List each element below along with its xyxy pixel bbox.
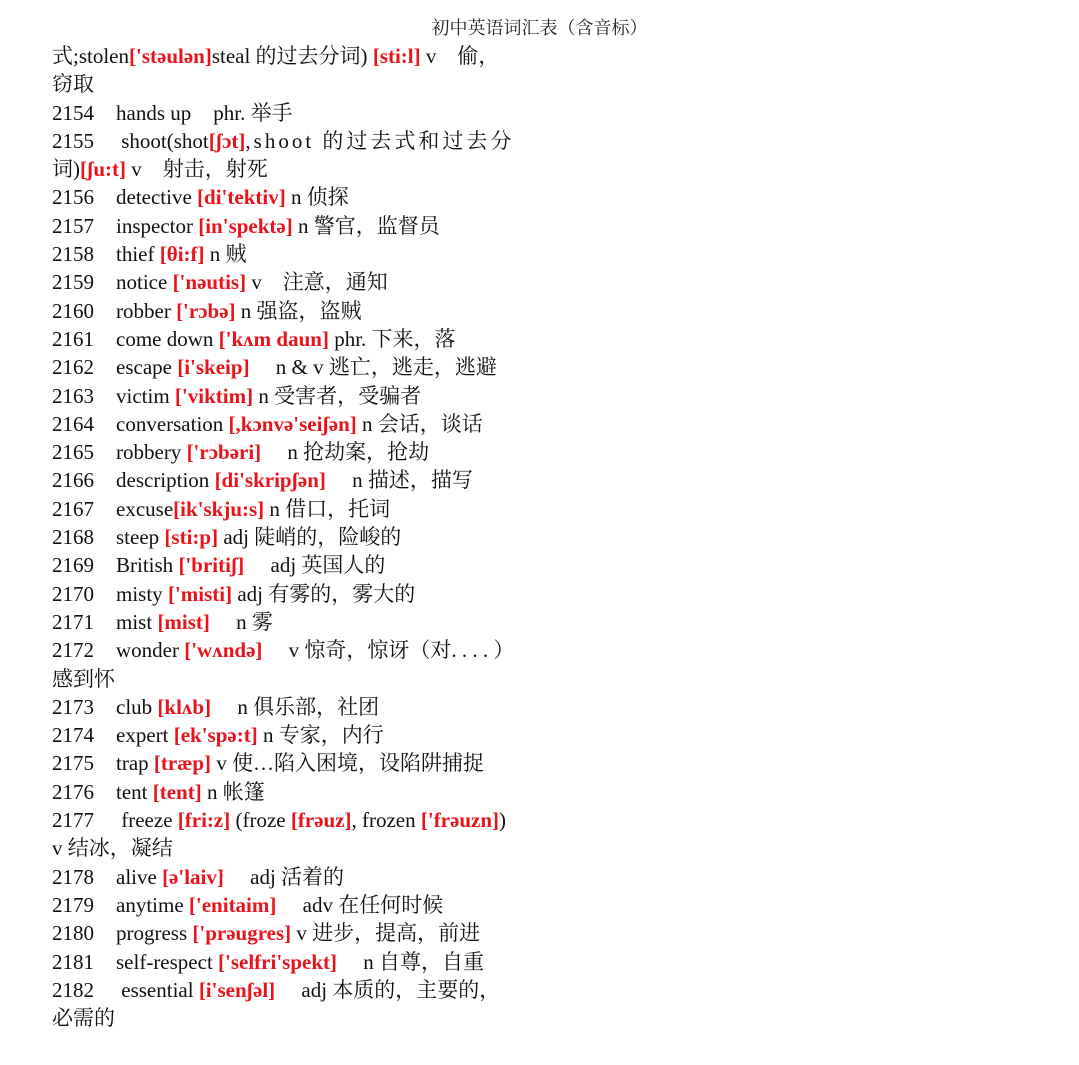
phonetic: ['enitaim] — [188, 892, 277, 917]
entry-2165 — [52, 438, 522, 466]
entry-number: 2168 — [52, 525, 94, 550]
entry-definition: v 惊奇，惊讶（对. . . . ） — [267, 638, 515, 663]
phonetic: ['prəugres] — [192, 921, 292, 946]
entry-2154 — [52, 99, 522, 127]
phonetic: [di'tektiv] — [197, 185, 286, 210]
entry-definition: phr. 下来，落 — [334, 326, 456, 351]
entry-number: 2161 — [52, 326, 94, 351]
phonetic: ['britiʃ] — [178, 553, 245, 578]
entry-definition: n 会话，谈话 — [362, 411, 483, 436]
phonetic: [træp] — [153, 751, 212, 776]
entry-definition: phr. 举手 — [213, 100, 293, 125]
phonetic: [,kɔnvə'seiʃən] — [228, 411, 357, 436]
entry-definition: n 描述，描写 — [331, 468, 473, 493]
continuation-line: 式;stolen['stəulən]steal 的过去分词) [sti:l] v 偷， — [52, 44, 500, 68]
entry-word: essential — [121, 977, 194, 1002]
entry-2158 — [52, 240, 522, 268]
phonetic: ['nəutis] — [172, 270, 247, 295]
entry-definition: n 帐篷 — [206, 779, 265, 804]
entry-definition: n 借口，托词 — [269, 496, 391, 521]
entry-definition: n 抢劫案，抢劫 — [266, 440, 430, 465]
entry-number: 2163 — [52, 383, 94, 408]
entry-definition: n 专家，内行 — [262, 723, 384, 748]
entry-2159 — [52, 268, 522, 296]
entry-2168 — [52, 523, 522, 551]
entry-number: 2158 — [52, 242, 94, 267]
entry-word: tent — [116, 779, 148, 804]
phonetic: ['rɔbə] — [176, 298, 236, 323]
entry-number: 2157 — [52, 213, 94, 238]
entry-2179 — [52, 891, 522, 919]
entry-word: expert — [116, 723, 169, 748]
entry-word: shoot(shot — [121, 128, 209, 153]
entry-definition: adj 本质的，主要的， — [280, 977, 501, 1002]
entry-word: detective — [116, 185, 192, 210]
phonetic: [ik'skju:s] — [173, 496, 265, 521]
entry-2173 — [52, 693, 522, 721]
entry-word: club — [116, 694, 153, 719]
phonetic: [ek'spə:t] — [173, 723, 258, 748]
entry-word: escape — [116, 355, 172, 380]
phonetic: [mist] — [157, 609, 210, 634]
entry-number: 2179 — [52, 892, 94, 917]
entry-2167 — [52, 495, 522, 523]
entry-2157 — [52, 212, 522, 240]
entry-word: robber — [116, 298, 171, 323]
entry-definition: adj 活着的 — [229, 864, 345, 889]
phonetic: [di'skripʃən] — [214, 468, 326, 493]
entry-wrap-line: 词)[ʃu:t] v 射击，射死 — [52, 157, 268, 182]
entry-word: misty — [116, 581, 163, 606]
entry-word: wonder — [116, 638, 179, 663]
phonetic: [sti:l] — [372, 44, 421, 68]
entry-number: 2164 — [52, 411, 94, 436]
entry-definition: ,shoot 的过去式和过去分 — [245, 128, 515, 153]
entry-2160 — [52, 297, 522, 325]
entry-number: 2172 — [52, 638, 94, 663]
entry-2164 — [52, 410, 522, 438]
phonetic: [ə'laiv] — [162, 864, 224, 889]
entry-word: steep — [116, 525, 160, 550]
entry-word: mist — [116, 609, 153, 634]
entry-word: alive — [116, 864, 157, 889]
entry-word: anytime — [116, 892, 184, 917]
phonetic: [in'spektə] — [198, 213, 293, 238]
entry-2161 — [52, 325, 522, 353]
phonetic: [tent] — [152, 779, 202, 804]
entry-2181 — [52, 948, 522, 976]
entry-word: British — [116, 553, 174, 578]
entry-word: excuse — [116, 496, 174, 521]
entry-word: notice — [116, 270, 168, 295]
entry-definition: adv 在任何时候 — [281, 892, 444, 917]
entry-number: 2154 — [52, 100, 94, 125]
entry-number: 2177 — [52, 808, 94, 833]
entry-number: 2160 — [52, 298, 94, 323]
entry-2162 — [52, 353, 522, 381]
entry-2156 — [52, 183, 522, 211]
entry-number: 2170 — [52, 581, 94, 606]
entry-word: trap — [116, 751, 149, 776]
entry-number: 2159 — [52, 270, 94, 295]
entry-2175 — [52, 749, 522, 777]
phonetic: ['selfri'spekt] — [218, 949, 338, 974]
entry-wrap-line: 感到怀 — [52, 666, 115, 691]
phonetic: ['viktim] — [174, 383, 254, 408]
phonetic: ['rɔbəri] — [186, 440, 262, 465]
phonetic: ['wʌndə] — [184, 638, 263, 663]
continuation-line: 窃取 — [52, 72, 94, 97]
entry-definition: v 注意，通知 — [251, 270, 388, 295]
entry-definition: n 贼 — [209, 242, 247, 267]
phonetic: [klʌb] — [157, 694, 212, 719]
entry-2169 — [52, 551, 522, 579]
entry-word: victim — [116, 383, 170, 408]
entry-number: 2169 — [52, 553, 94, 578]
phonetic: ['frəuzn] — [420, 808, 500, 833]
entry-2177: 2177 freeze [fri:z] (froze [frəuz], frozen ['frəuzn]) — [52, 806, 522, 834]
phonetic: [ʃu:t] — [80, 157, 126, 182]
entry-wrap-line: 必需的 — [52, 1006, 115, 1031]
phonetic: [i'skeip] — [177, 355, 250, 380]
entry-word: description — [116, 468, 210, 493]
entry-definition: n 自尊，自重 — [342, 949, 485, 974]
entry-definition: n 雾 — [215, 609, 273, 634]
entry-word: self-respect — [116, 949, 213, 974]
entry-2174 — [52, 721, 522, 749]
entry-definition: n 俱乐部，社团 — [216, 694, 380, 719]
entry-word: freeze — [121, 808, 173, 833]
entry-2180 — [52, 919, 522, 947]
entry-number: 2178 — [52, 864, 94, 889]
entry-definition: n 侦探 — [290, 185, 349, 210]
entry-definition: adj 陡峭的，险峻的 — [223, 525, 402, 550]
phonetic: ['stəulən] — [129, 44, 212, 68]
phonetic: [sti:p] — [164, 525, 219, 550]
phonetic: [frəuz] — [290, 808, 352, 833]
entry-number: 2181 — [52, 949, 94, 974]
entry-number: 2180 — [52, 921, 94, 946]
entry-2166 — [52, 466, 522, 494]
entry-definition: n & v 逃亡，逃走，逃避 — [254, 355, 497, 380]
entry-number: 2166 — [52, 468, 94, 493]
page-header: 初中英语词汇表（含音标） — [431, 18, 648, 38]
entry-definition: n 警官，监督员 — [297, 213, 440, 238]
entry-number: 2174 — [52, 723, 94, 748]
vocabulary-list — [52, 42, 522, 1032]
phonetic: ['misti] — [167, 581, 233, 606]
phonetic: [i'senʃəl] — [198, 977, 276, 1002]
entry-2155 — [52, 127, 522, 155]
entry-2163 — [52, 382, 522, 410]
phonetic: [θi:f] — [159, 242, 205, 267]
entry-2170 — [52, 580, 522, 608]
entry-word: conversation — [116, 411, 224, 436]
entry-number: 2176 — [52, 779, 94, 804]
entry-word: thief — [116, 242, 155, 267]
entry-word: come down — [116, 326, 214, 351]
entry-word: hands up — [116, 100, 192, 125]
entry-definition: adj 英国人的 — [249, 553, 386, 578]
entry-word: robbery — [116, 440, 182, 465]
entry-wrap-line: v 结冰，凝结 — [52, 836, 173, 861]
entry-2182 — [52, 976, 522, 1004]
entry-definition: n 强盗，盗贼 — [240, 298, 362, 323]
entry-definition: n 受害者，受骗者 — [258, 383, 422, 408]
entry-word: progress — [116, 921, 188, 946]
entry-2171 — [52, 608, 522, 636]
entry-number: 2162 — [52, 355, 94, 380]
entry-2172 — [52, 636, 522, 664]
entry-number: 2173 — [52, 694, 94, 719]
entry-2176 — [52, 778, 522, 806]
phonetic: [fri:z] — [177, 808, 231, 833]
entry-number: 2155 — [52, 128, 94, 153]
entry-number: 2165 — [52, 440, 94, 465]
phonetic: [ʃɔt] — [208, 128, 246, 153]
entry-number: 2182 — [52, 977, 94, 1002]
entry-number: 2156 — [52, 185, 94, 210]
phonetic: ['kʌm daun] — [218, 326, 329, 351]
entry-definition: v 进步，提高，前进 — [296, 921, 481, 946]
entry-number: 2175 — [52, 751, 94, 776]
entry-definition: v 使…陷入困境，设陷阱捕捉 — [216, 751, 485, 776]
entry-number: 2167 — [52, 496, 94, 521]
entry-word: inspector — [116, 213, 193, 238]
entry-2178 — [52, 863, 522, 891]
entry-number: 2171 — [52, 609, 94, 634]
entry-definition: adj 有雾的，雾大的 — [237, 581, 416, 606]
